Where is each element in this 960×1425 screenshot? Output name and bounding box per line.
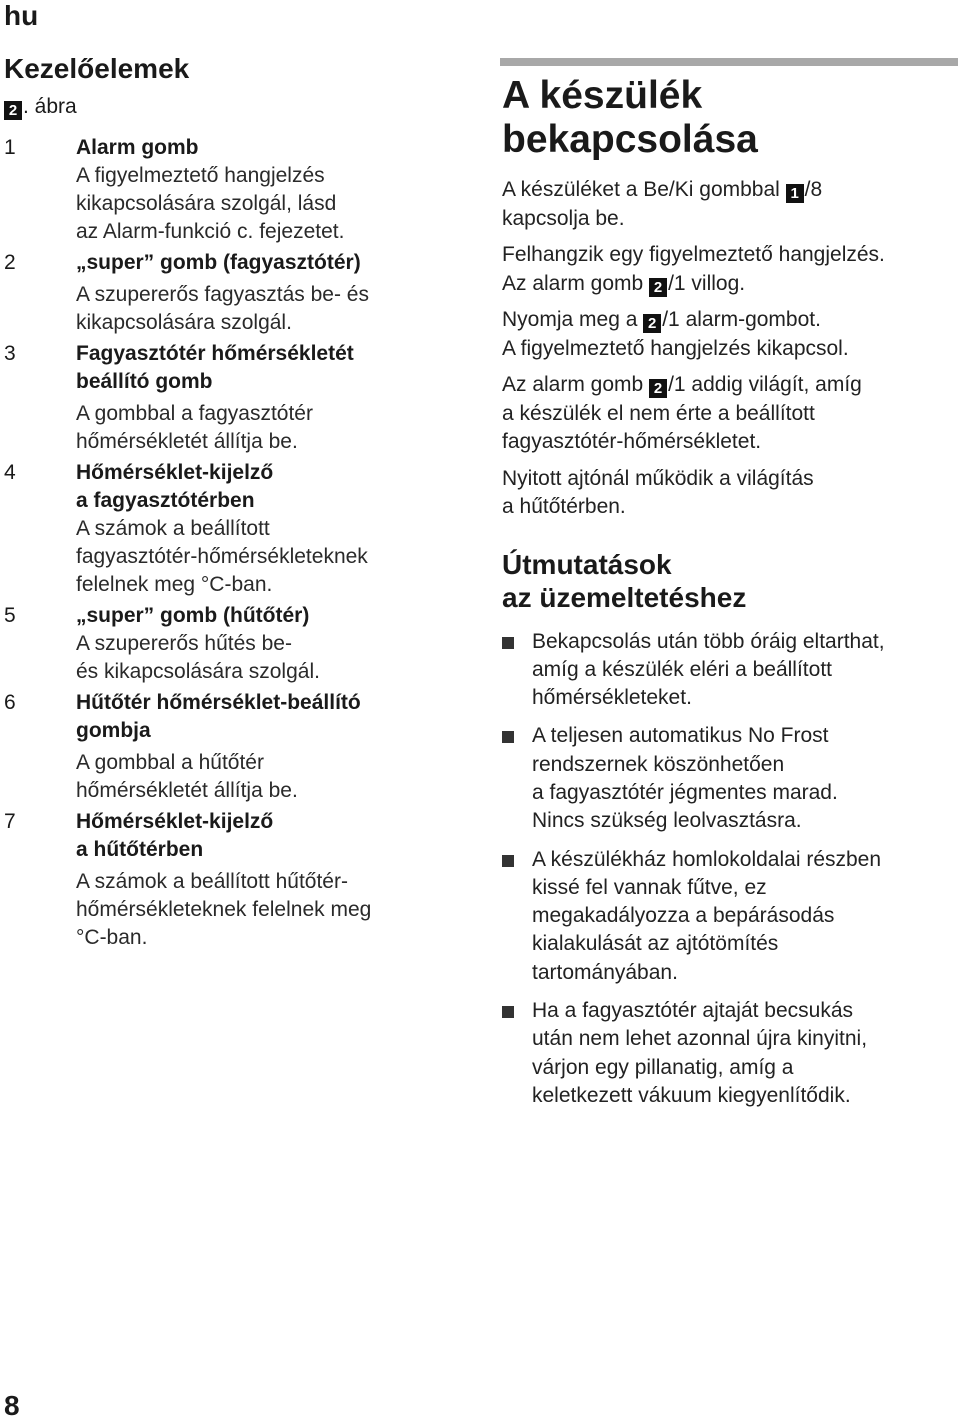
paragraph-text: Nyomja meg a	[502, 308, 644, 331]
list-item	[4, 689, 444, 805]
figure-label: . ábra	[23, 95, 77, 118]
subsection-title: Útmutatások az üzemeltetéshez	[502, 548, 747, 613]
list-item	[4, 249, 444, 337]
paragraph-text: Az alarm gomb	[502, 373, 650, 396]
item-title: „super” gomb (fagyasztótér)	[76, 251, 361, 274]
controls-list	[4, 134, 444, 952]
bullet-text: Bekapcsolás után több óráig eltarthat, amíg a készülék eléri a beállított hőmérsékleteket.	[532, 629, 885, 710]
list-item	[4, 602, 444, 686]
item-title: Hűtőtér hőmérséklet-beállító gombja	[76, 691, 361, 742]
paragraph-text: /8 kapcsolja be.	[502, 178, 823, 230]
bullet-square-icon	[502, 1006, 514, 1018]
item-description: A szupererős hűtés be- és kikapcsolására szolgál.	[76, 632, 320, 683]
list-item	[502, 997, 958, 1110]
item-number: 4	[4, 461, 16, 484]
paragraph-text: /1 alarm-gombot. A figyelmeztető hangjelzés kikapcsol.	[502, 308, 849, 360]
bullet-text: A készülékház homlokoldalai részben kissé fel vannak fűtve, ez megakadályozza a bepárásodás kialakulását az ajtótömítés tartományában.	[532, 847, 882, 984]
list-item	[4, 340, 444, 456]
bullet-text: Ha a fagyasztótér ajtaját becsukás után nem lehet azonnal újra kinyitni, várjon egy pillanatig, amíg a keletkezett vákuum kiegyenlítődik.	[532, 999, 868, 1107]
item-title: Alarm gomb	[76, 136, 199, 159]
item-title: Fagyasztótér hőmérsékletét beállító gomb	[76, 342, 354, 393]
paragraph	[502, 241, 958, 298]
paragraph-text: /1 villog.	[668, 271, 746, 295]
figure-number-box: 1	[786, 184, 804, 203]
list-item	[502, 628, 958, 713]
list-item	[502, 722, 958, 835]
item-description: A figyelmeztető hangjelzés kikapcsolására szolgál, lásd az Alarm-funkció c. fejezetet.	[76, 164, 345, 243]
item-number: 5	[4, 604, 16, 627]
bullet-square-icon	[502, 731, 514, 743]
paragraph	[502, 306, 958, 363]
item-title: Hőmérséklet-kijelző a fagyasztótérben	[76, 461, 274, 512]
controls-section	[4, 52, 444, 955]
item-number: 6	[4, 691, 16, 714]
bullet-square-icon	[502, 855, 514, 867]
item-description: A gombbal a hűtőtér hőmérsékletét állítja be.	[76, 751, 298, 802]
list-item	[4, 134, 444, 246]
list-item	[4, 808, 444, 952]
figure-number-box: 2	[649, 379, 667, 398]
paragraph	[502, 176, 958, 233]
bullet-text: A teljesen automatikus No Frost rendszernek köszönhetően a fagyasztótér jégmentes marad. Nincs szükség leolvasztásra.	[532, 724, 838, 833]
figure-number-box: 2	[649, 278, 667, 297]
figure-number-box: 2	[643, 314, 661, 333]
section-title: Kezelőelemek	[4, 53, 190, 84]
item-number: 2	[4, 251, 16, 274]
item-number: 7	[4, 810, 16, 833]
page-title: A készülék bekapcsolása	[502, 74, 758, 161]
item-number: 3	[4, 342, 16, 365]
paragraph-text: A készüléket a Be/Ki gombbal	[502, 178, 786, 201]
item-description: A számok a beállított hűtőtér- hőmérsékleteknek felelnek meg °C-ban.	[76, 870, 372, 949]
section-divider	[500, 58, 958, 66]
figure-reference	[4, 92, 444, 122]
language-code: hu	[4, 0, 39, 31]
item-description: A számok a beállított fagyasztótér-hőmérsékleteknek felelnek meg °C-ban.	[76, 517, 368, 596]
bullet-square-icon	[502, 637, 514, 649]
item-description: A szupererős fagyasztás be- és kikapcsolására szolgál.	[76, 283, 369, 334]
item-description: A gombbal a fagyasztótér hőmérsékletét állítja be.	[76, 402, 313, 453]
instructions-list	[502, 628, 958, 1111]
switch-on-section	[502, 74, 958, 1120]
item-title: Hőmérséklet-kijelző a hűtőtérben	[76, 810, 274, 861]
paragraph-text: Felhangzik egy figyelmeztető hangjelzés. Az alarm gomb	[502, 243, 885, 295]
figure-number-box: 2	[4, 101, 22, 120]
paragraph	[502, 371, 958, 457]
item-number: 1	[4, 136, 16, 159]
paragraph-text: /1 addig világít, amíg a készülék el nem érte a beállított fagyasztótér-hőmérsékletet.	[502, 373, 862, 453]
page-number: 8	[4, 1390, 20, 1421]
paragraph: Nyitott ajtónál működik a világítás a hűtőtérben.	[502, 466, 814, 518]
list-item	[502, 846, 958, 987]
item-title: „super” gomb (hűtőtér)	[76, 604, 310, 627]
list-item	[4, 459, 444, 599]
